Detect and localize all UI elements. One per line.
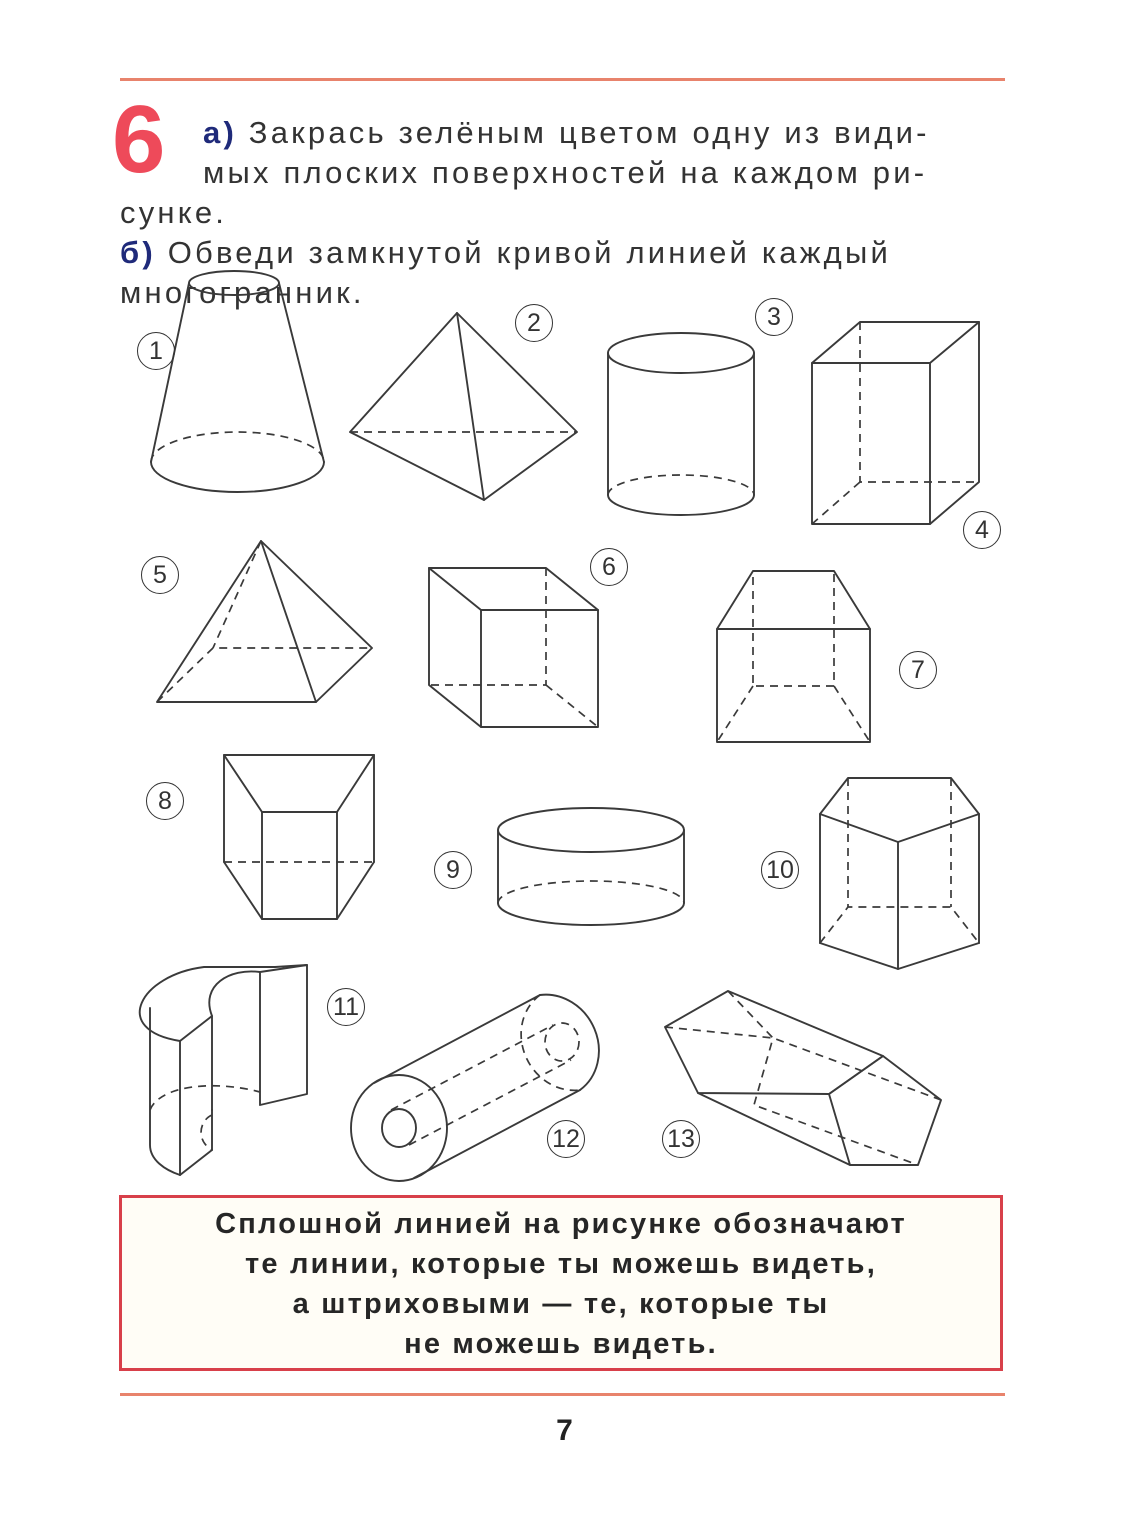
figure-7-truncated-pyramid [717,571,870,742]
figure-number-3: 3 [755,298,793,336]
task-b-text1: Обведи замкнутой кривой линией каждый [167,235,891,270]
figure-number-7: 7 [899,651,937,689]
task-a-text1: Закрась зелёным цветом одну из види- [248,115,930,150]
bottom-separator [120,1393,1005,1396]
task-b-label: б) [120,235,156,270]
rule-line-4: не можешь видеть. [404,1328,718,1360]
figure-number-11: 11 [327,988,365,1026]
figure-10-pentagonal-prism [820,778,979,969]
rule-line-1: Сплошной линией на рисунке обозначают [215,1208,907,1240]
figure-number-10: 10 [761,851,799,889]
figure-number-5: 5 [141,556,179,594]
figure-9-flat-cylinder [498,808,684,925]
task-a-line2: мых плоских поверхностей на каждом ри- [203,155,928,190]
task-a-label: а) [203,115,237,150]
task-a-line3: сунке. [120,195,228,230]
figure-6-cube [429,568,598,727]
figure-number-6: 6 [590,548,628,586]
figure-2-triangular-pyramid [350,313,577,500]
figure-number-1: 1 [137,332,175,370]
figure-number-13: 13 [662,1120,700,1158]
rule-box [119,1195,1003,1371]
figure-13-lying-prism [665,991,941,1165]
rule-line-2: те линии, которые ты можешь видеть, [245,1248,877,1280]
figure-number-12: 12 [547,1120,585,1158]
figure-11-half-ring [140,965,307,1175]
figure-number-9: 9 [434,851,472,889]
task-number: 6 [112,86,166,193]
figure-5-quadrilateral-pyramid [157,541,372,702]
figure-number-2: 2 [515,304,553,342]
figure-3-cylinder [608,333,754,515]
figure-8-trapezoidal-prism [224,755,374,919]
page-number: 7 [556,1414,573,1447]
figure-4-rectangular-prism [812,322,979,524]
task-b-line2: многогранник. [120,275,365,310]
figure-1-truncated-cone [151,271,324,492]
figure-number-8: 8 [146,782,184,820]
rule-line-3: а штриховыми — те, которые ты [292,1288,830,1320]
figure-number-4: 4 [963,511,1001,549]
